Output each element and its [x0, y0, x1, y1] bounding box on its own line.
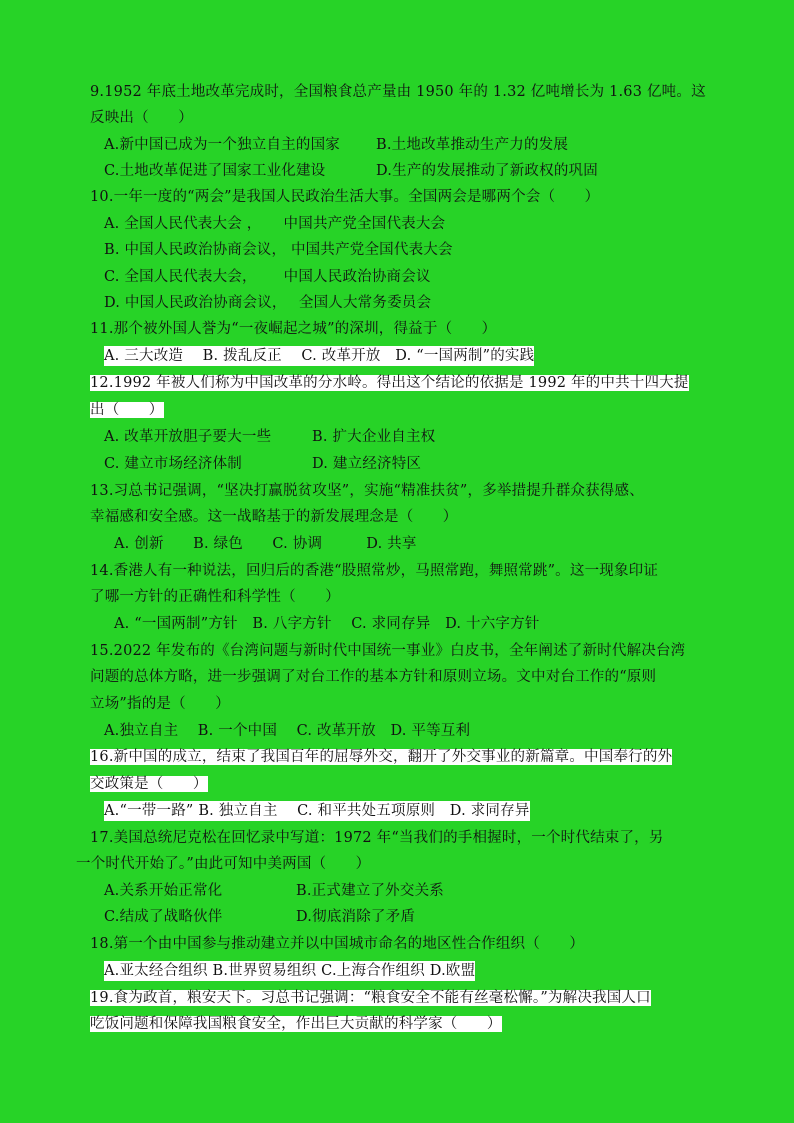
question-16-stem-line-1 [90, 747, 672, 767]
question-12-stem-line-2-text: 出（ ） [90, 402, 164, 418]
question-16-options: A.“一带一路” B. 独立自主 C. 和平共处五项原则 D. 求同存异 [104, 803, 530, 819]
question-12-stem-line-2 [90, 400, 164, 420]
question-14-stem-line-2: 了哪一方针的正确性和科学性（ ） [90, 589, 340, 605]
question-18-options: A.亚太经合组织 B.世界贸易组织 C.上海合作组织 D.欧盟 [104, 963, 476, 979]
question-12-option-c: C. 建立市场经济体制 [104, 456, 242, 472]
question-9-stem-line-1: 9.1952 年底土地改革完成时，全国粮食总产量由 1950 年的 1.32 亿吨增长为 1.63 亿吨。这 [90, 84, 706, 100]
question-10-option-a: A. 全国人民代表大会 ， 中国共产党全国代表大会 [104, 216, 446, 232]
question-14-stem-line-1: 14.香港人有一种说法，回归后的香港“股照常炒，马照常跑，舞照常跳”。这一现象印证 [90, 563, 659, 579]
question-13-options: A. 创新 B. 绿色 C. 协调 D. 共享 [114, 536, 417, 552]
question-15-stem-line-3: 立场”指的是（ ） [90, 696, 230, 712]
question-16-stem-line-1-text: 16.新中国的成立，结束了我国百年的屈辱外交，翻开了外交事业的新篇章。中国奉行的外 [90, 749, 673, 765]
question-9-option-c: C.土地改革促进了国家工业化建设 [104, 163, 326, 179]
question-17-option-a: A.关系开始正常化 [104, 883, 223, 899]
question-10-option-b: B. 中国人民政治协商会议， 中国共产党全国代表大会 [104, 242, 453, 258]
question-19-stem-line-1 [90, 988, 651, 1008]
question-16-stem-line-2-text: 交政策是（ ） [90, 776, 208, 792]
question-17-option-c: C.结成了战略伙伴 [104, 909, 223, 925]
question-12-option-a: A. 改革开放胆子要大一些 [104, 429, 272, 445]
question-13-stem-line-1: 13.习总书记强调，“坚决打赢脱贫攻坚”，实施“精准扶贫”，多举措提升群众获得感、 [90, 483, 644, 499]
question-14-options: A. “一国两制”方针 B. 八字方针 C. 求同存异 D. 十六字方针 [114, 616, 540, 632]
question-10-option-c: C. 全国人民代表大会， 中国人民政治协商会议 [104, 269, 431, 285]
question-16-stem-line-2 [90, 774, 208, 794]
question-12-option-b: B. 扩大企业自主权 [312, 429, 436, 445]
question-9-option-b: B.土地改革推动生产力的发展 [376, 137, 569, 153]
question-15-stem-line-1: 15.2022 年发布的《台湾问题与新时代中国统一事业》白皮书，全年阐述了新时代解决台湾 [90, 643, 686, 659]
question-19-stem-line-2-text: 吃饭问题和保障我国粮食安全，作出巨大贡献的科学家（ ） [90, 1016, 502, 1032]
question-17-option-b: B.正式建立了外交关系 [296, 883, 444, 899]
question-17-option-d: D.彻底消除了矛盾 [296, 909, 416, 925]
question-10-option-d: D. 中国人民政治协商会议， 全国人大常务委员会 [104, 295, 432, 311]
question-15-stem-line-2: 问题的总体方略，进一步强调了对台工作的基本方针和原则立场。文中对台工作的“原则 [90, 669, 657, 685]
question-12-option-d: D. 建立经济特区 [312, 456, 422, 472]
question-17-stem-line-1: 17.美国总统尼克松在回忆录中写道：1972 年“当我们的手相握时，一个时代结束了，另 [90, 830, 664, 846]
question-19-stem-line-1-text: 19.食为政首，粮安天下。习总书记强调：“粮食安全不能有丝毫松懈。”为解决我国人口 [90, 990, 651, 1006]
question-11-stem: 11.那个被外国人誉为“一夜崛起之城”的深圳，得益于（ ） [90, 321, 497, 337]
question-9-option-a: A.新中国已成为一个独立自主的国家 [104, 137, 340, 153]
question-11-options: A. 三大改造 B. 拨乱反正 C. 改革开放 D. “一国两制”的实践 [104, 348, 535, 364]
question-17-stem-line-2: 一个时代开始了。”由此可知中美两国（ ） [76, 856, 371, 872]
question-9-stem-line-2: 反映出（ ） [90, 110, 193, 126]
question-12-stem-line-1 [90, 373, 689, 393]
question-19-stem-line-2 [90, 1014, 502, 1034]
question-9-option-d: D.生产的发展推动了新政权的巩固 [376, 163, 598, 179]
question-18-stem: 18.第一个由中国参与推动建立并以中国城市命名的地区性合作组织（ ） [90, 936, 585, 952]
question-15-options: A.独立自主 B. 一个中国 C. 改革开放 D. 平等互利 [104, 723, 471, 739]
question-12-stem-line-1-text: 12.1992 年被人们称为中国改革的分水岭。得出这个结论的依据是 1992 年的中共十四大提 [90, 375, 689, 391]
question-13-stem-line-2: 幸福感和安全感。这一战略基于的新发展理念是（ ） [90, 509, 458, 525]
question-10-stem: 10.一年一度的“两会”是我国人民政治生活大事。全国两会是哪两个会（ ） [90, 189, 600, 205]
